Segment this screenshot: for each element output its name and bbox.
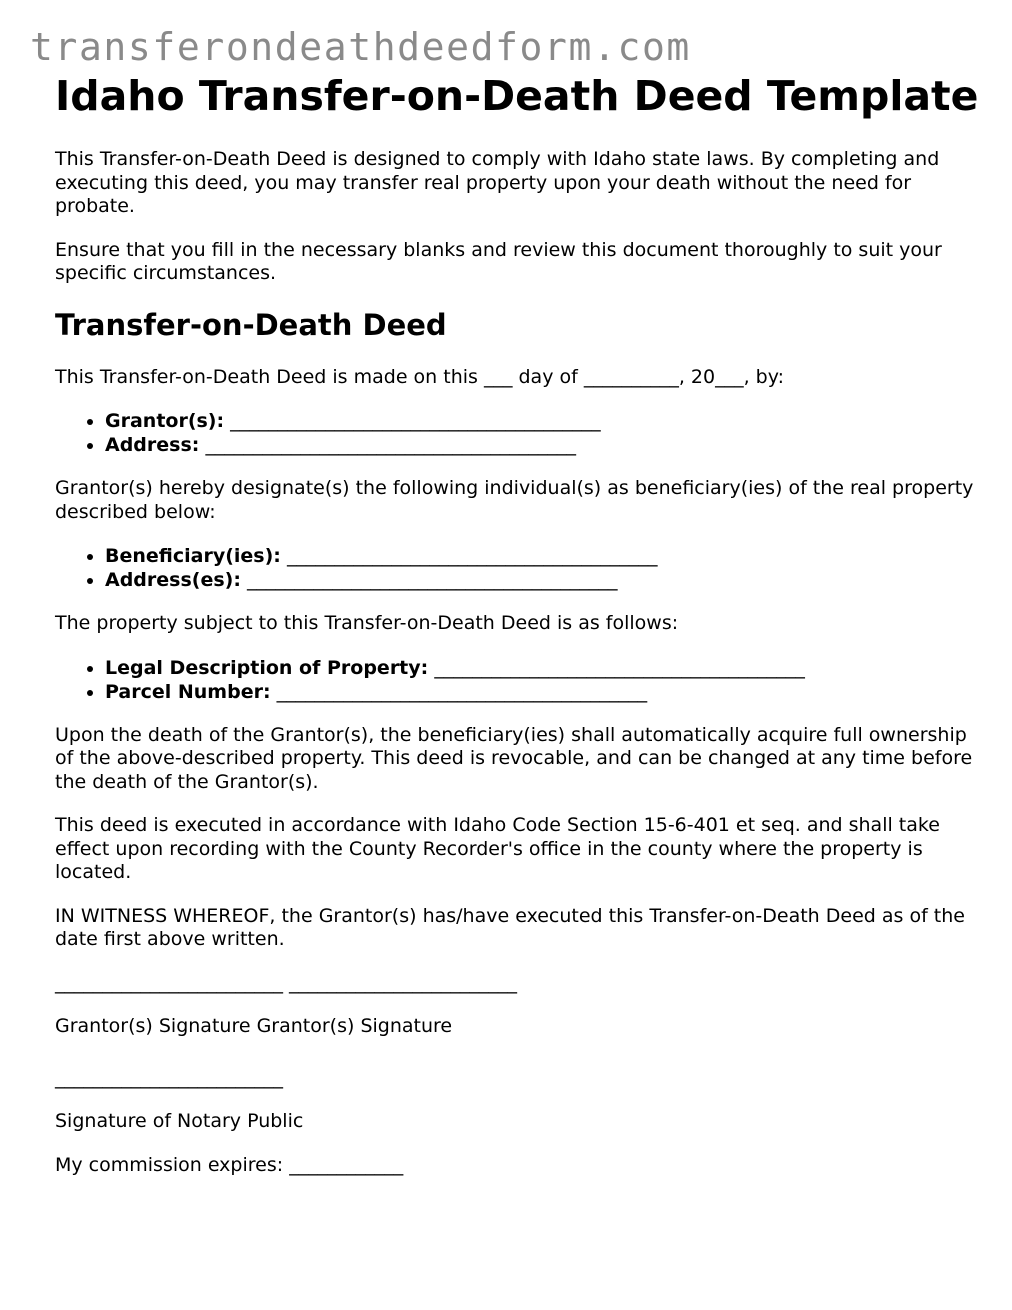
list-item	[105, 433, 975, 457]
grantor-list	[55, 409, 975, 457]
list-item	[105, 656, 975, 680]
legal-description-blank: _______________________________________	[434, 656, 805, 679]
list-item	[105, 568, 975, 592]
designate-paragraph: Grantor(s) hereby designate(s) the following individual(s) as beneficiary(ies) of the real property described below:	[55, 477, 974, 523]
address-blank: _______________________________________	[205, 434, 576, 456]
beneficiary-label: Beneficiary(ies):	[105, 545, 281, 567]
made-on-line: This Transfer-on-Death Deed is made on this ___ day of __________, 20___, by:	[55, 365, 784, 388]
code-paragraph: This deed is executed in accordance with Idaho Code Section 15-6-401 et seq. and shall take effect upon recording with the County Recorder's office in the county where the property is located.	[55, 814, 940, 883]
notary-signature-line: ________________________	[55, 1066, 283, 1089]
beneficiary-blank: _______________________________________	[286, 545, 658, 567]
intro-paragraph-2: Ensure that you fill in the necessary blanks and review this document thoroughly to suit your specific circumstances.	[55, 238, 942, 284]
commission-expires: My commission expires: ____________	[55, 1153, 404, 1176]
list-item	[105, 680, 975, 704]
grantor-label: Grantor(s):	[105, 410, 225, 432]
notary-signature-label: Signature of Notary Public	[55, 1110, 304, 1132]
grantor-signature-lines: ________________________ ________________________	[55, 971, 518, 994]
list-item	[105, 409, 975, 433]
witness-paragraph: IN WITNESS WHEREOF, the Grantor(s) has/have executed this Transfer-on-Death Deed as of the date first above written.	[55, 904, 965, 950]
ownership-paragraph: Upon the death of the Grantor(s), the beneficiary(ies) shall automatically acquire full ownership of the above-described property. This deed is revocable, and can be changed at any time before the death of the Grantor(s).	[55, 723, 973, 793]
beneficiary-list	[55, 544, 975, 592]
section-heading: Transfer-on-Death Deed	[55, 307, 447, 342]
watermark-text: transferondeathdeedform.com	[30, 25, 691, 69]
intro-paragraph-1: This Transfer-on-Death Deed is designed to comply with Idaho state laws. By completing and executing this deed, you may transfer real property upon your death without the need for probate.	[55, 148, 940, 217]
address-label: Address:	[105, 434, 200, 456]
document-body	[55, 72, 979, 1197]
page-title: Idaho Transfer-on-Death Deed Template	[55, 72, 979, 120]
parcel-number-blank: _______________________________________	[276, 680, 648, 703]
property-list	[55, 656, 975, 704]
property-intro: The property subject to this Transfer-on-Death Deed is as follows:	[55, 612, 679, 634]
beneficiary-address-label: Address(es):	[105, 569, 241, 591]
grantor-signature-labels: Grantor(s) Signature Grantor(s) Signature	[55, 1015, 453, 1037]
legal-description-label: Legal Description of Property:	[105, 656, 429, 679]
beneficiary-address-blank: _______________________________________	[247, 569, 618, 591]
list-item	[105, 544, 975, 568]
grantor-blank: _______________________________________	[230, 410, 601, 432]
parcel-number-label: Parcel Number:	[105, 680, 271, 703]
